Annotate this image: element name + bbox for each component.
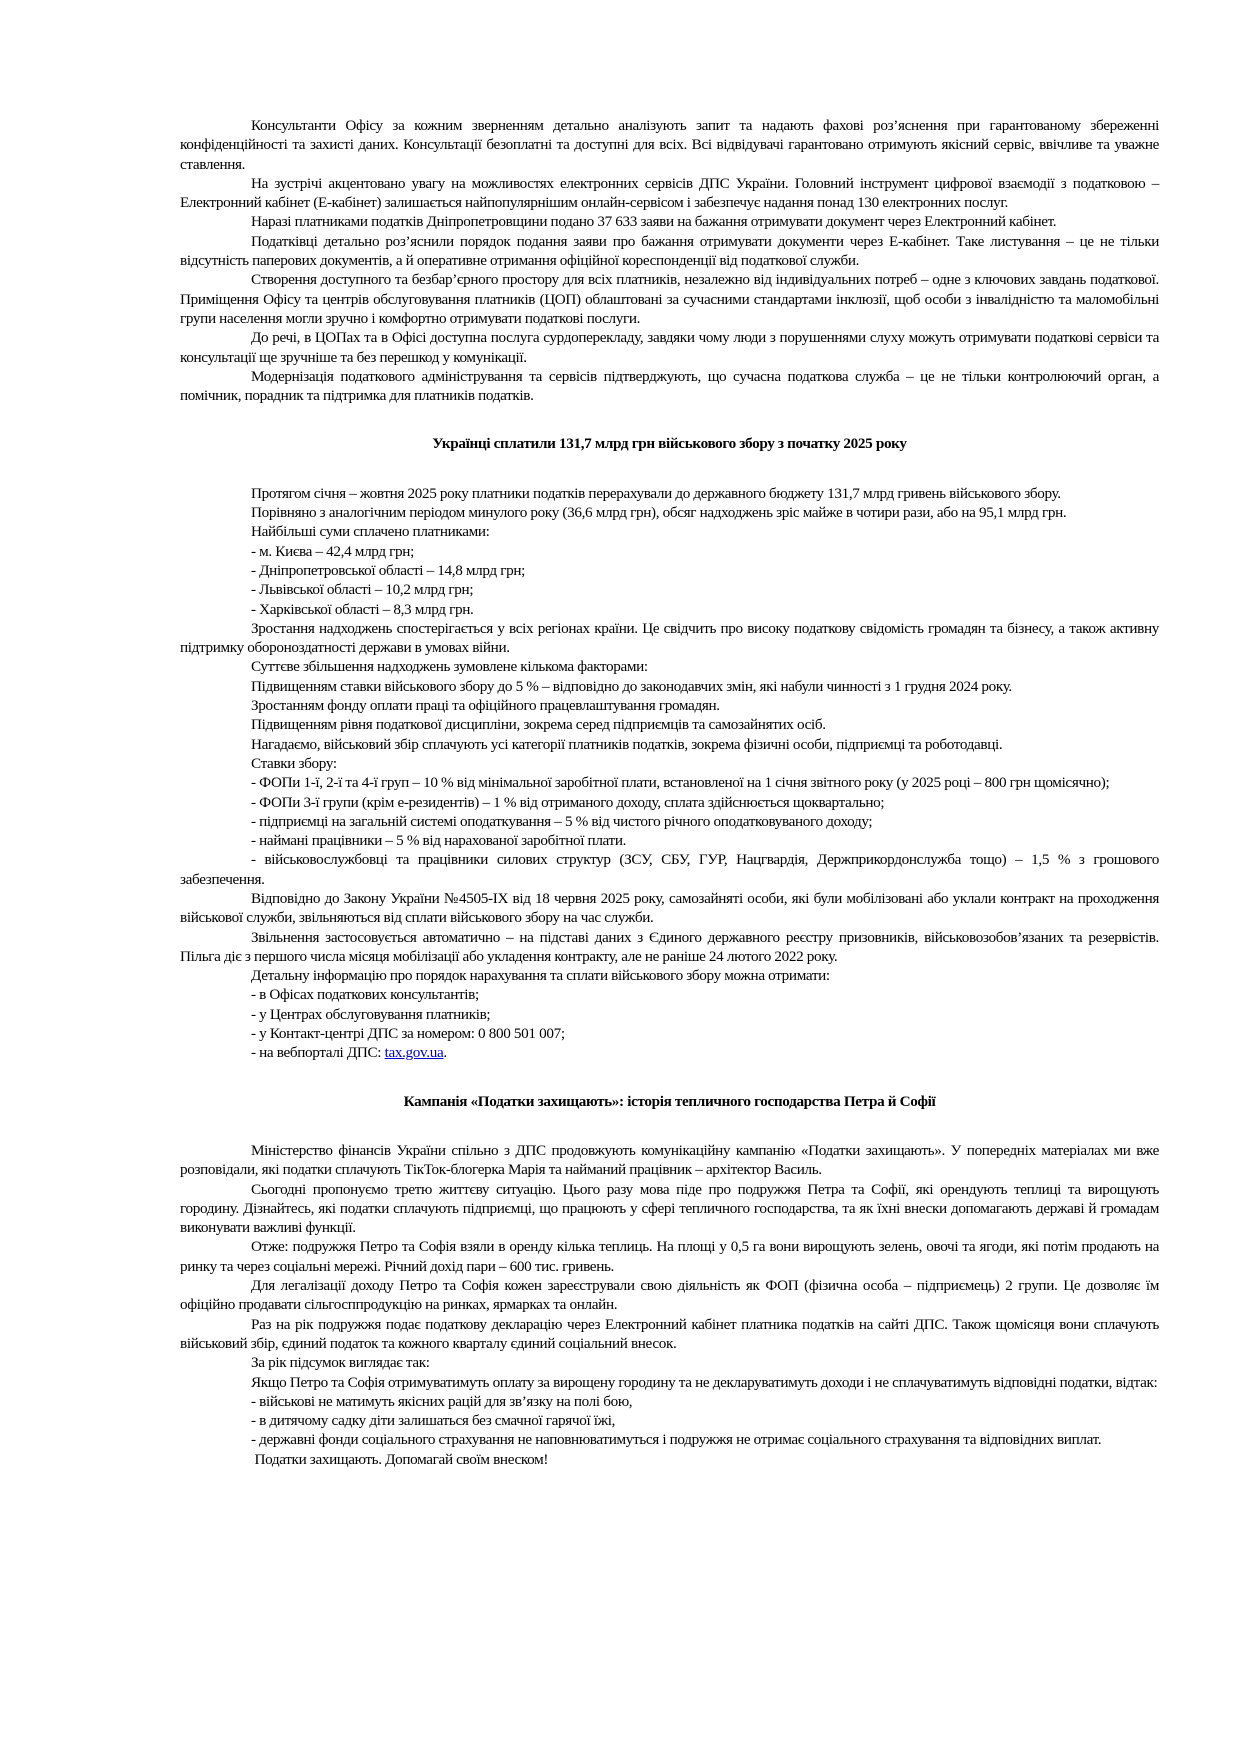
list-item: - у Центрах обслуговування платників; [251, 1005, 491, 1023]
paragraph: Якщо Петро та Софія отримуватимуть оплату за вирощену городину та не декларуватимуть доходи і не сплачуватимуть відповідні податки, відтак: [251, 1373, 1158, 1391]
list-item: - Харківської області – 8,3 млрд грн. [251, 600, 474, 618]
paragraph: Модернізація податкового адміністрування та сервісів підтверджують, що сучасна податкова служба – це не тільки контролюючий орган, а помічник, порадник та підтримка для платників податків. [180, 367, 1159, 405]
paragraph: Раз на рік подружжя подає податкову декларацію через Електронний кабінет платника податків на сайті ДПС. Також щомісяця вони сплачують військовий збір, єдиний податок та кожного кварталу єдиний соціальний внесок. [180, 1315, 1159, 1352]
section-heading-military-levy: Українці сплатили 131,7 млрд грн військового збору з початку 2025 року [432, 435, 907, 453]
paragraph: Найбільші суми сплачено платниками: [251, 523, 490, 541]
paragraph: Наразі платниками податків Дніпропетровщини подано 37 633 заяви на бажання отримувати документ через Електронний кабінет. [251, 213, 1057, 231]
paragraph: Детальну інформацію про порядок нарахування та сплати військового збору можна отримати: [251, 967, 830, 985]
list-item: - в Офісах податкових консультантів; [251, 986, 479, 1004]
list-item-suffix: . [443, 1044, 447, 1062]
document-page [180, 116, 1159, 1469]
paragraph: Міністерство фінансів України спільно з ДПС продовжують комунікаційну кампанію «Податки захищають». У попередніх матеріалах ми вже розповідали, які податки сплачують ТікТок-блогерка Марія та найманий працівник – архітектор Василь. [180, 1141, 1159, 1179]
paragraph: Для легалізації доходу Петро та Софія кожен зареєстрували свою діяльність як ФОП (фізична особа – підприємець) 2 групи. Це дозволяє їм офіційно продавати сільгосппродукцію на ринках, ярмарках та онлайн. [180, 1277, 1159, 1314]
section-heading-taxes-protect: Кампанія «Податки захищають»: історія тепличного господарства Петра й Софії [403, 1092, 936, 1110]
list-item: - державні фонди соціального страхування не наповнюватимуться і подружжя не отримає соціального страхування та відповідних виплат. [251, 1431, 1102, 1449]
list-item: - у Контакт-центрі ДПС за номером: 0 800 501 007; [251, 1025, 565, 1043]
section-military-levy [180, 484, 1159, 1063]
paragraph: Підвищенням рівня податкової дисципліни, зокрема серед підприємців та самозайнятих осіб. [251, 716, 826, 734]
closing-slogan: Податки захищають. Допомагай своїм внеском! [251, 1450, 549, 1468]
paragraph: Сьогодні пропонуємо третю життєву ситуацію. Цього разу мова піде про подружжя Петра та Софії, які орендують теплиці та вирощують городину. Дізнайтесь, які податки сплачують підприємці, що працюють у сфері тепличного господарства, та як їхні внески допомагають державі й громадам виконувати важливі функції. [180, 1180, 1159, 1237]
tax-gov-ua-link[interactable]: tax.gov.ua [384, 1044, 444, 1062]
paragraph: Консультанти Офісу за кожним зверненням детально аналізують запит та надають фахові роз’яснення при гарантованому збереженні конфіденційності та захисті даних. Консультації безоплатні та доступні для всіх. Всі відвідувачі гарантовано отримують якісний сервіс, ввічливе та уважне ставлення. [180, 117, 1159, 173]
paragraph: Відповідно до Закону України №4505-IX від 18 червня 2025 року, самозайняті особи, які були мобілізовані або уклали контракт на проходження військової служби, звільняються від сплати військового збору на час служби. [180, 889, 1159, 927]
paragraph: Суттєве збільшення надходжень зумовлене кількома факторами: [251, 658, 648, 676]
list-item: - ФОПи 3-ї групи (крім е-резидентів) – 1 % від отриманого доходу, сплата здійснюється щоквартально; [251, 793, 885, 811]
list-item: - підприємці на загальній системі оподаткування – 5 % від чистого річного оподатковуваного доходу; [251, 812, 873, 830]
paragraph: Створення доступного та безбар’єрного простору для всіх платників, незалежно від індивідуальних потреб – одне з ключових завдань податкової. Приміщення Офісу та центрів обслуговування платників (ЦОП) облаштовані за сучасними стандартами інклюзії, щоб особи з інвалідністю та маломобільні групи населення могли зручно і комфортно отримувати податкові послуги. [180, 271, 1159, 327]
list-item: - військовослужбовці та працівники силових структур (ЗСУ, СБУ, ГУР, Нацгвардія, Держприкордонслужба тощо) – 1,5 % з грошового забезпечення. [180, 851, 1159, 888]
list-item: - Львівської області – 10,2 млрд грн; [251, 581, 474, 599]
paragraph: Отже: подружжя Петро та Софія взяли в оренду кілька теплиць. На площі у 0,5 га вони вирощують зелень, овочі та ягоди, які потім продають на ринку та через соціальні мережі. Річний дохід пари – 600 тис. гривень. [180, 1238, 1159, 1275]
paragraph: Зростанням фонду оплати праці та офіційного працевлаштування громадян. [251, 697, 720, 715]
list-item: - Дніпропетровської області – 14,8 млрд грн; [251, 561, 526, 579]
paragraph: За рік підсумок виглядає так: [251, 1354, 430, 1372]
paragraph: Порівняно з аналогічним періодом минулого року (36,6 млрд грн), обсяг надходжень зріс майже в чотири рази, або на 95,1 млрд грн. [251, 504, 1067, 522]
paragraph: До речі, в ЦОПах та в Офісі доступна послуга сурдоперекладу, завдяки чому люди з порушеннями слуху можуть отримувати податкові сервіси та консультації ще зручніше та без перешкод у комунікації. [180, 329, 1159, 366]
list-item-prefix: - на вебпорталі ДПС: [251, 1044, 385, 1062]
list-item: - ФОПи 1-ї, 2-ї та 4-ї груп – 10 % від мінімальної заробітної плати, встановленої на 1 січня звітного року (у 2025 році – 800 грн щомісячно); [251, 774, 1110, 792]
paragraph: Звільнення застосовується автоматично – на підставі даних з Єдиного державного реєстру призовників, військовозобов’язаних та резервістів. Пільга діє з першого числа місяця мобілізації або укладення контракту, але не раніше 24 лютого 2022 року. [180, 928, 1159, 965]
paragraph: На зустрічі акцентовано увагу на можливостях електронних сервісів ДПС України. Головний інструмент цифрової взаємодії з податковою – Електронний кабінет (Е-кабінет) залишається найпопулярнішим онлайн-сервісом і забезпечує надання понад 130 електронних послуг. [180, 174, 1159, 212]
paragraph: Протягом січня – жовтня 2025 року платники податків перерахували до державного бюджету 131,7 млрд гривень військового збору. [251, 484, 1061, 502]
paragraph: Підвищенням ставки військового збору до 5 % – відповідно до законодавчих змін, які набули чинності з 1 грудня 2024 року. [251, 677, 1012, 695]
list-item-web-portal [180, 1043, 1159, 1062]
section-taxes-protect [180, 1141, 1159, 1469]
paragraph: Податківці детально роз’яснили порядок подання заяви про бажання отримувати документи через Е-кабінет. Таке листування – це не тільки відсутність паперових документів, а й оперативне отримання офіційної кореспонденції від податкової служби. [180, 232, 1159, 270]
section-office-services [180, 116, 1159, 405]
list-item: - м. Києва – 42,4 млрд грн; [251, 542, 414, 560]
paragraph: Нагадаємо, військовий збір сплачують усі категорії платників податків, зокрема фізичні особи, підприємці та роботодавці. [251, 735, 1003, 753]
paragraph: Зростання надходжень спостерігається у всіх регіонах країни. Це свідчить про високу податкову свідомість громадян та бізнесу, а також активну підтримку обороноздатності держави в умовах війни. [180, 619, 1159, 657]
paragraph: Ставки збору: [251, 754, 337, 772]
list-item: - наймані працівники – 5 % від нарахованої заробітної плати. [251, 832, 627, 850]
list-item: - в дитячому садку діти залишаться без смачної гарячої їжі, [251, 1412, 616, 1430]
list-item: - військові не матимуть якісних рацій для зв’язку на полі бою, [251, 1392, 633, 1410]
